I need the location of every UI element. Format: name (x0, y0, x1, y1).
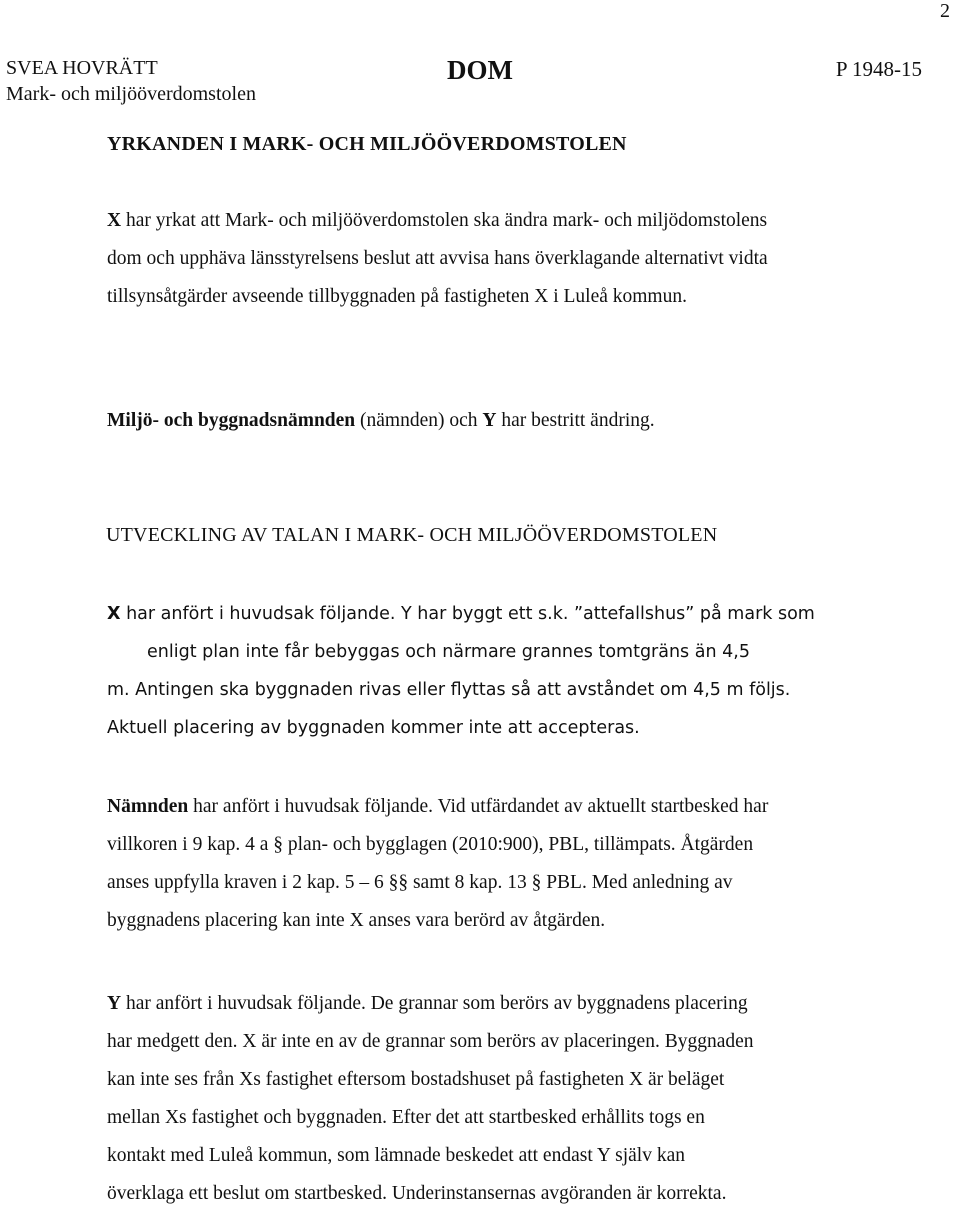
paragraph-opposition: Miljö- och byggnadsnämnden (nämnden) och Y har bestritt ändring. (107, 410, 655, 431)
court-division: Mark- och miljööverdomstolen (6, 83, 256, 105)
paragraph-board-arguments: Nämnden har anfört i huvudsak följande. Vid utfärdandet av aktuellt startbesked har villkoren i 9 kap. 4 a § plan- och bygglagen (2010:900), PBL, tillämpats. Åtgärden anses uppfylla kraven i 2 kap. 5 – 6 §§ samt 8 kap. 13 § PBL. Med anledning av byggnadens placering kan inte X anses vara berörd av åtgärden. (107, 796, 769, 931)
party-x: X (107, 604, 121, 624)
party-board: Miljö- och byggnadsnämnden (107, 410, 356, 431)
paragraph-x-claim: X har yrkat att Mark- och miljööverdomstolen ska ändra mark- och miljödomstolens dom och upphäva länsstyrelsens beslut att avvisa hans överklagande alternativt vidta tillsynsåtgärder avseende tillbyggnaden på fastigheten X i Luleå kommun. (107, 210, 768, 307)
party-board: Nämnden (107, 796, 189, 817)
case-number: P 1948-15 (835, 57, 922, 81)
section-heading-claims: YRKANDEN I MARK- OCH MILJÖÖVERDOMSTOLEN (107, 133, 627, 155)
court-name: SVEA HOVRÄTT (6, 57, 158, 79)
paragraph-y-arguments: Y har anfört i huvudsak följande. De grannar som berörs av byggnadens placering har medgett den. X är inte en av de grannar som berörs av placeringen. Byggnaden kan inte ses från Xs fastighet eftersom bostadshuset på fastigheten X är beläget mellan Xs fastighet och byggnaden. Efter det att startbesked erhållits togs en kontakt med Luleå kommun, som lämnade beskedet att endast Y själv kan överklaga ett beslut om startbesked. Underinstansernas avgöranden är korrekta. (107, 993, 754, 1204)
section-heading-arguments: UTVECKLING AV TALAN I MARK- OCH MILJÖÖVERDOMSTOLEN (106, 524, 718, 546)
page-number: 2 (940, 0, 950, 22)
party-y: Y (482, 410, 497, 431)
party-y: Y (107, 993, 122, 1014)
document-type: DOM (447, 55, 513, 85)
paragraph-x-arguments: X har anfört i huvudsak följande. Y har byggt ett s.k. ”attefallshus” på mark som enligt plan inte får bebyggas och närmare grannes tomtgräns än 4,5 m. Antingen ska byggnaden rivas eller flyttas så att avståndet om 4,5 m följs. Aktuell placering av byggnaden kommer inte att accepteras. (107, 604, 815, 738)
party-x: X (107, 210, 122, 231)
